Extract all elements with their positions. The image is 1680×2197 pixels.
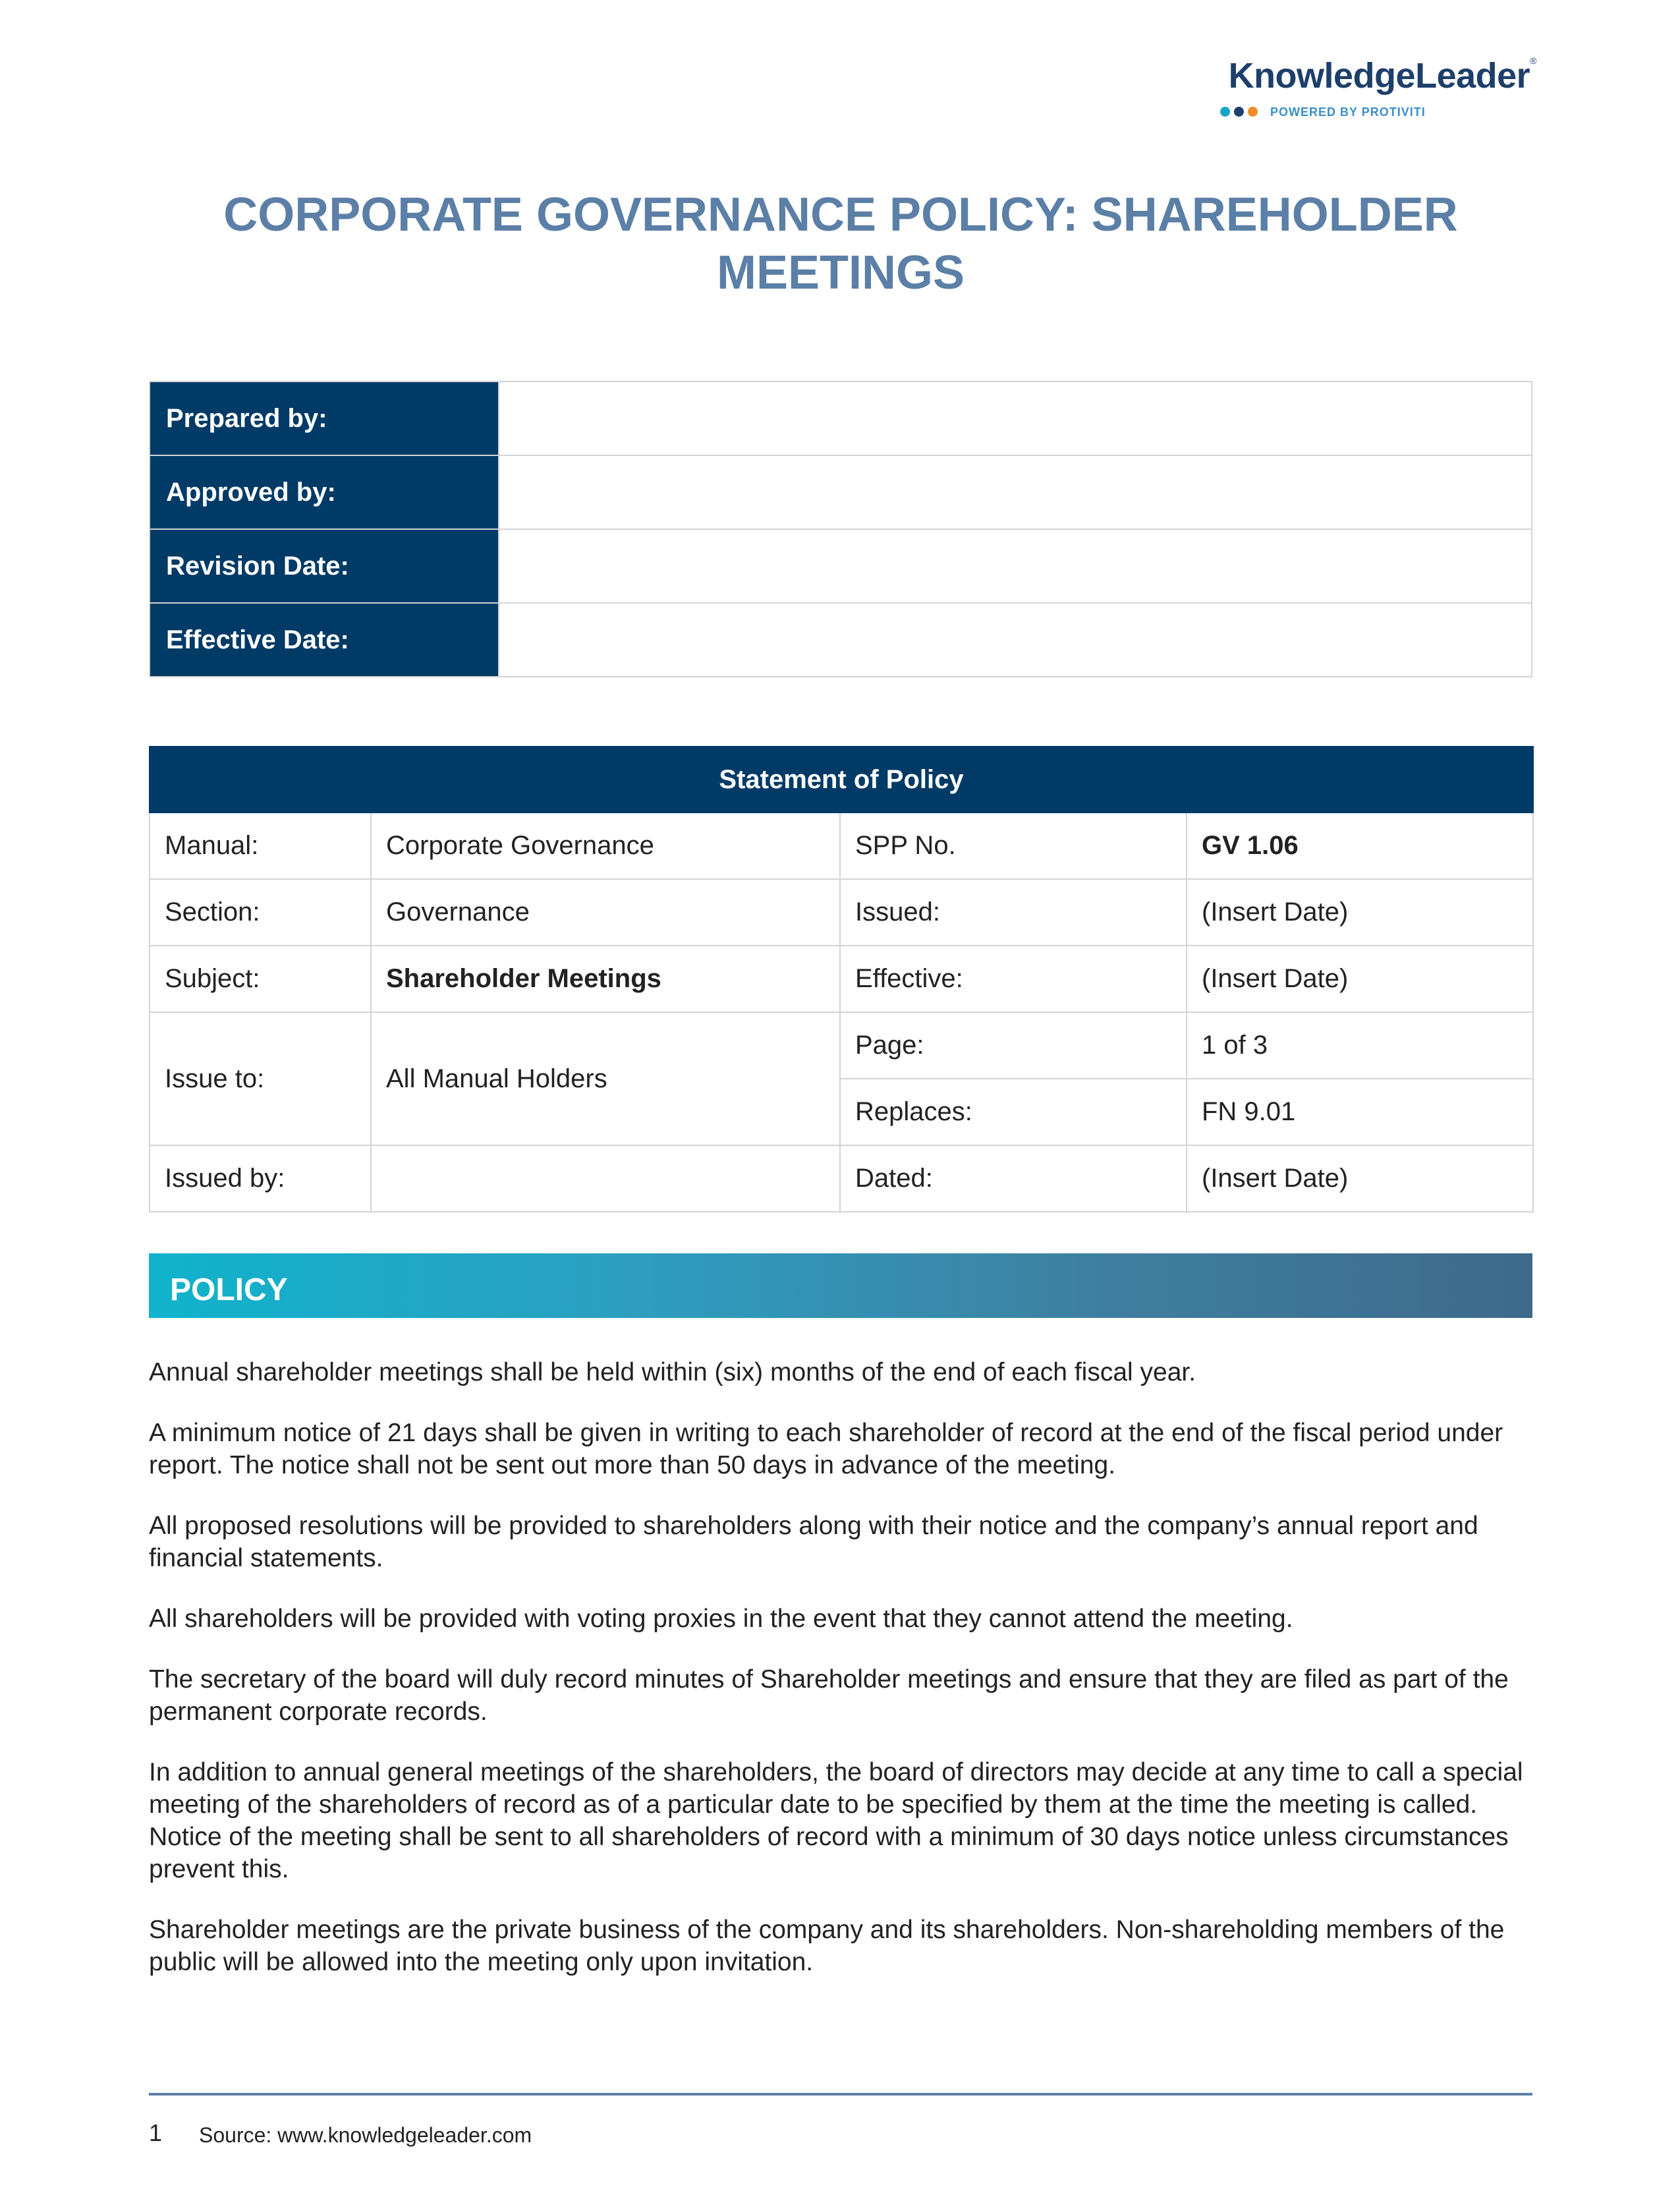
logo-tagline: POWERED BY PROTIVITI [1270, 105, 1426, 119]
policy-paragraph: A minimum notice of 21 days shall be given in writing to each shareholder of record at the end of the fiscal period under report. The notice shall not be sent out more than 50 days in advance of the meeting. [149, 1419, 1503, 1479]
subject-label: Subject: [150, 946, 371, 1012]
footer-divider [149, 2093, 1532, 2096]
approved-by-label: Approved by: [150, 455, 499, 529]
policy-heading: POLICY [170, 1272, 288, 1307]
dated-label: Dated: [840, 1145, 1187, 1212]
prepared-by-label: Prepared by: [150, 382, 499, 455]
statement-header: Statement of Policy [150, 747, 1533, 813]
document-info-table [149, 381, 1532, 677]
policy-paragraph: In addition to annual general meetings of the shareholders, the board of directors may decide at any time to call a special meeting of the shareholders of record as of a particular date to be specified by them at the time the meeting is called. Notice of the meeting shall be sent to all shareholders of record with a minimum of 30 days notice unless circumstances prevent this. [149, 1758, 1523, 1883]
replaces-label: Replaces: [840, 1079, 1187, 1145]
issued-by-value [371, 1145, 840, 1212]
policy-paragraph: Shareholder meetings are the private business of the company and its shareholders. Non-shareholding members of the public will be allowed into the meeting only upon invitation. [149, 1916, 1505, 1976]
effective-date-value [499, 603, 1532, 677]
section-value: Governance [371, 879, 840, 946]
logo-dot [1248, 107, 1258, 117]
document-title: CORPORATE GOVERNANCE POLICY: SHAREHOLDER MEETINGS [223, 188, 1458, 299]
replaces-value: FN 9.01 [1187, 1079, 1533, 1145]
table-row [150, 382, 1532, 455]
effective-label: Effective: [840, 946, 1187, 1012]
page-value: 1 of 3 [1187, 1012, 1533, 1079]
statement-of-policy-table [149, 746, 1534, 1213]
spp-value: GV 1.06 [1187, 813, 1533, 879]
issue-to-label: Issue to: [150, 1012, 371, 1145]
policy-paragraph: All shareholders will be provided with voting proxies in the event that they cannot attend the meeting. [149, 1605, 1293, 1633]
page-label: Page: [840, 1012, 1187, 1079]
issued-value: (Insert Date) [1187, 879, 1533, 946]
subject-value: Shareholder Meetings [371, 946, 840, 1012]
registered-mark: ® [1530, 55, 1536, 66]
policy-paragraph: All proposed resolutions will be provided to shareholders along with their notice and the company’s annual report and financial statements. [149, 1512, 1478, 1572]
spp-label: SPP No. [840, 813, 1187, 879]
policy-body [149, 1356, 1539, 2007]
brand-name: KnowledgeLeader [1228, 56, 1530, 96]
policy-paragraph: The secretary of the board will duly record minutes of Shareholder meetings and ensure that they are filed as part of the permanent corporate records. [149, 1665, 1509, 1726]
manual-label: Manual: [150, 813, 371, 879]
table-row [150, 946, 1533, 1012]
effective-value: (Insert Date) [1187, 946, 1533, 1012]
logo-dot [1234, 107, 1244, 117]
section-label: Section: [150, 879, 371, 946]
table-row [150, 1145, 1533, 1212]
table-row [150, 879, 1533, 946]
table-row [150, 747, 1533, 813]
effective-date-label: Effective Date: [150, 603, 499, 677]
approved-by-value [499, 455, 1532, 529]
revision-date-label: Revision Date: [150, 529, 499, 603]
table-row [150, 603, 1532, 677]
source-link[interactable]: Source: www.knowledgeleader.com [199, 2123, 532, 2147]
logo-dot [1220, 107, 1230, 117]
issued-label: Issued: [840, 879, 1187, 946]
table-row [150, 1012, 1533, 1079]
manual-value: Corporate Governance [371, 813, 840, 879]
table-row [150, 529, 1532, 603]
page-number: 1 [149, 2119, 163, 2146]
table-row [150, 813, 1533, 879]
issued-by-label: Issued by: [150, 1145, 371, 1212]
issue-to-value: All Manual Holders [371, 1012, 840, 1145]
revision-date-value [499, 529, 1532, 603]
prepared-by-value [499, 382, 1532, 455]
policy-section-header [149, 1253, 1532, 1318]
table-row [150, 455, 1532, 529]
policy-paragraph: Annual shareholder meetings shall be held within (six) months of the end of each fiscal year. [149, 1358, 1196, 1386]
dated-value: (Insert Date) [1187, 1145, 1533, 1212]
brand-logo [1229, 55, 1536, 96]
